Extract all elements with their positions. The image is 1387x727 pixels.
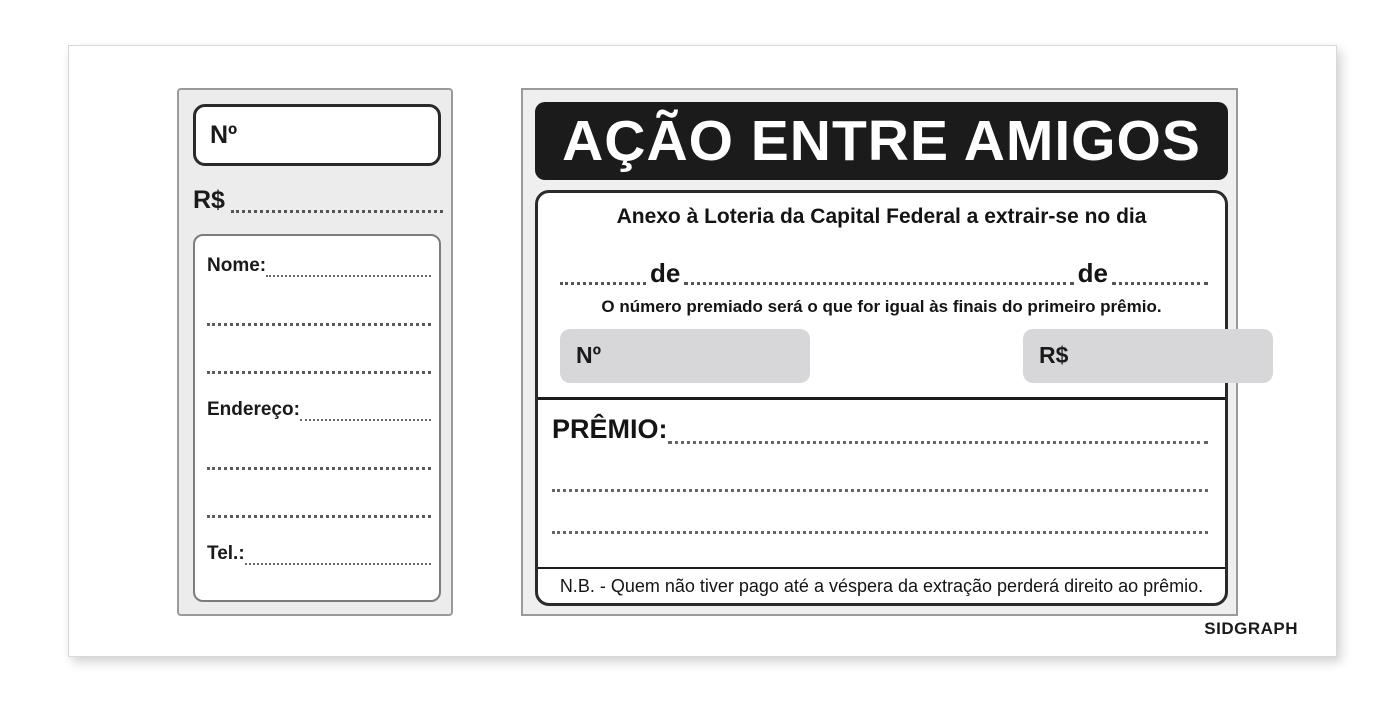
date-de-label-1: de [650,258,681,288]
ticket-premio-row-2[interactable] [552,463,1208,497]
ticket-note-divider [538,567,1225,569]
stub-field-blank-2-line [207,371,431,374]
stub-valor-dotted-line [231,210,443,213]
ticket-divider [538,397,1225,400]
ticket-valor-field[interactable] [1023,329,1273,383]
stub-numero-box[interactable] [193,104,441,166]
ticket-banner [535,102,1228,180]
brand-label: SIDGRAPH [1204,619,1298,638]
ticket-body [535,190,1228,606]
ticket-subtitle: Anexo à Loteria da Capital Federal a extrair-se no dia [616,205,1147,228]
ticket-numero-field[interactable] [560,329,810,383]
stub-field-endereco-line [300,419,431,421]
stub-fields-box [193,234,441,602]
date-month-line [684,262,1073,285]
stub-field-blank-1-line [207,323,431,326]
stub-field-telefone-line [245,563,431,565]
stub-field-nome[interactable] [207,254,431,282]
ticket-rule-text: O número premiado será o que for igual às finais do primeiro prêmio. [601,297,1162,316]
stub-field-endereco[interactable] [207,398,431,426]
ticket-sheet [68,45,1337,657]
ticket-premio-label: PRÊMIO: [552,414,668,444]
stub-valor-label: R$ [193,186,225,214]
stub-field-blank-4[interactable] [207,494,431,522]
stub-field-blank-4-line [207,515,431,518]
stub-field-telefone[interactable] [207,542,431,570]
ticket-valor-label: R$ [1039,342,1069,368]
stub-field-blank-3[interactable] [207,446,431,474]
ticket-premio-row[interactable] [552,415,1208,449]
stub-field-blank-1[interactable] [207,302,431,330]
stub-panel [177,88,453,616]
ticket-panel [521,88,1238,616]
stub-numero-label: Nº [210,121,238,149]
ticket-premio-line-1 [668,441,1208,444]
stub-field-blank-3-line [207,467,431,470]
stub-field-endereco-label: Endereço: [207,399,300,420]
stub-valor-row[interactable] [193,186,443,220]
ticket-numero-label: Nº [576,342,602,368]
date-day-line [560,262,646,285]
ticket-premio-row-3[interactable] [552,505,1208,539]
ticket-date-row[interactable] [560,251,1208,288]
date-year-line [1112,262,1208,285]
date-de-label-2: de [1077,258,1108,288]
ticket-note: N.B. - Quem não tiver pago até a véspera da extração perderá direito ao prêmio. [559,576,1204,596]
ticket-banner-title: AÇÃO ENTRE AMIGOS [562,108,1201,173]
ticket-premio-line-2 [552,489,1208,492]
stub-field-nome-label: Nome: [207,255,267,276]
stub-field-telefone-label: Tel.: [207,543,245,564]
stub-field-blank-2[interactable] [207,350,431,378]
ticket-premio-line-3 [552,531,1208,534]
stub-field-nome-line [266,275,431,277]
